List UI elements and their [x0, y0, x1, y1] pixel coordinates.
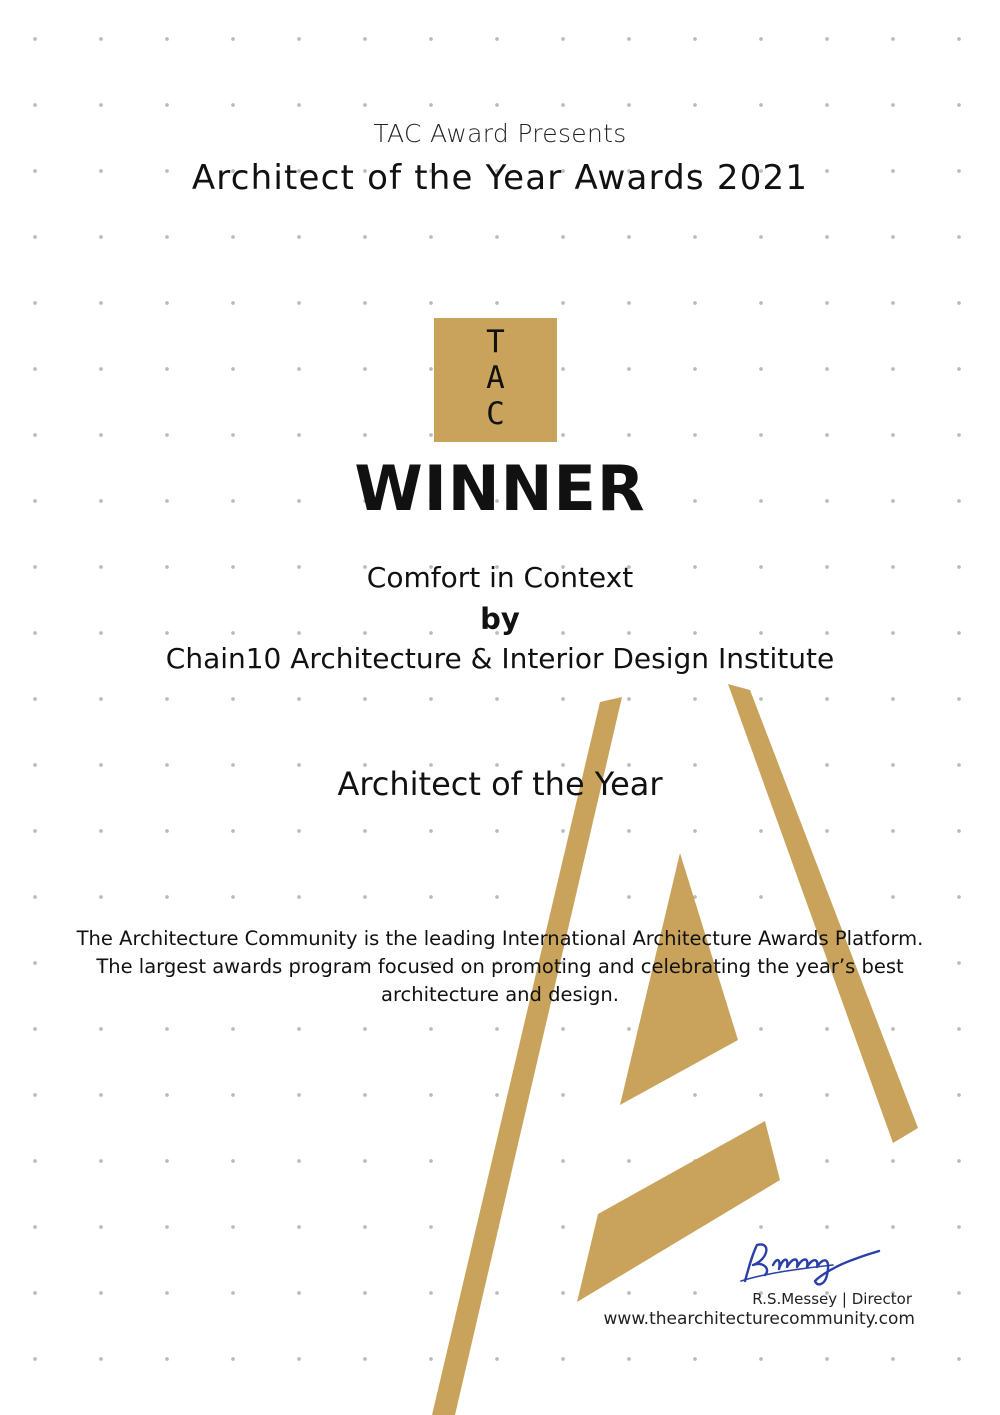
website-link[interactable]: www.thearchitecturecommunity.com [603, 1309, 915, 1329]
by-label: by [480, 602, 520, 636]
project-name: Comfort in Context [366, 561, 634, 594]
firm-name: Chain10 Architecture & Interior Design Institute [165, 642, 835, 675]
winner-heading: WINNER [354, 452, 646, 525]
award-category: Architect of the Year [337, 765, 663, 803]
tac-logo [434, 318, 557, 442]
signature-graphic [737, 1235, 887, 1290]
monogram-right-stroke [728, 684, 918, 1143]
about-text: The Architecture Community is the leading International Architecture Awards Platform. The largest awards program focused on promoting and celebrating the year’s best architecture and design. [76, 927, 924, 1006]
tac-logo-letter-a: A [486, 360, 505, 396]
about-paragraph [0, 925, 1000, 1009]
tac-logo-letter-t: T [486, 324, 505, 360]
tac-logo-letters [434, 324, 557, 432]
presents-line: TAC Award Presents [373, 119, 627, 148]
monogram-left-stroke [432, 697, 622, 1415]
event-title: Architect of the Year Awards 2021 [191, 158, 809, 198]
signer-credit: R.S.Messey | Director [752, 1290, 912, 1308]
tac-logo-letter-c: C [486, 396, 505, 432]
